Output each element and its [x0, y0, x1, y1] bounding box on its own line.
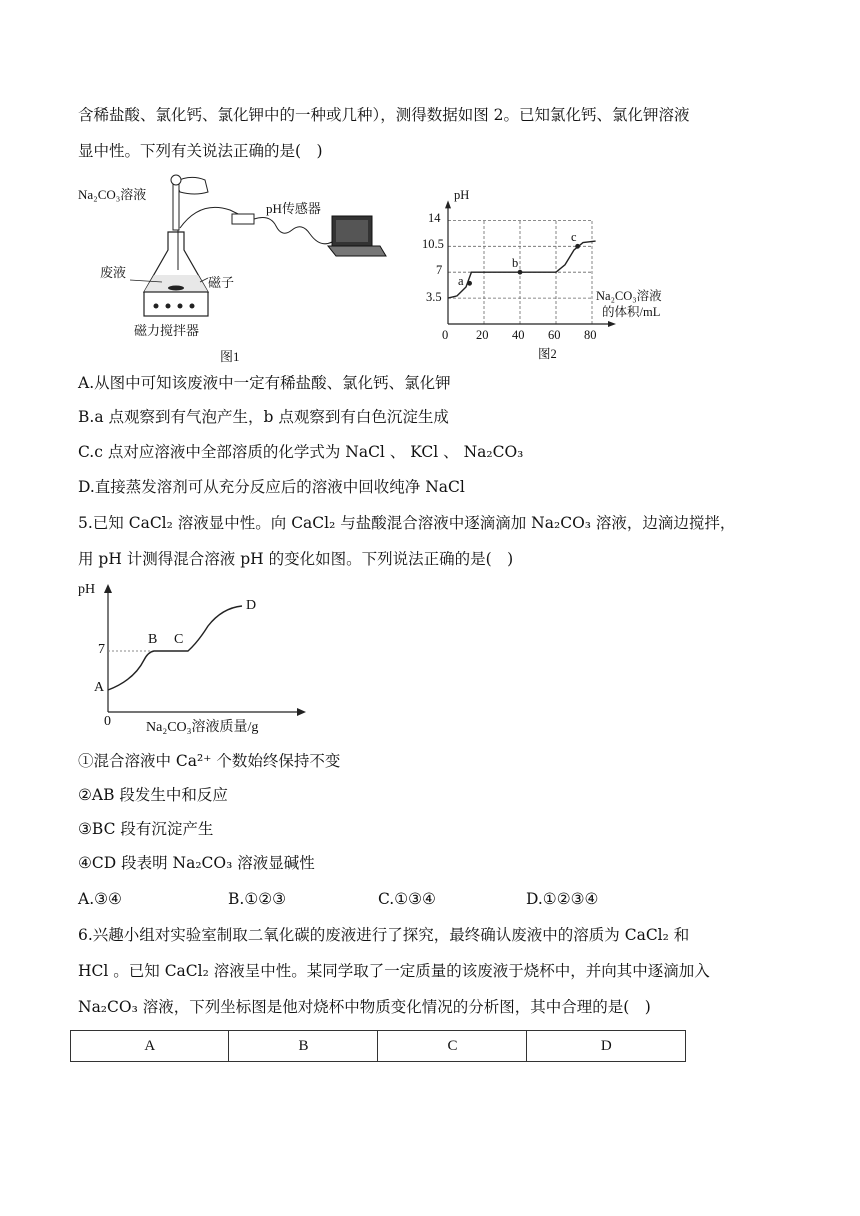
- q5-statement-3: ③BC 段有沉淀产生: [78, 820, 214, 838]
- q4-option-b: B.a 点观察到有气泡产生，b 点观察到有白色沉淀生成: [78, 408, 449, 426]
- ytick-7: 7: [436, 263, 443, 277]
- xtick-40: 40: [512, 328, 525, 342]
- waste-label: 废液: [100, 265, 127, 280]
- y-axis-arrow: [445, 200, 451, 208]
- ytick-14: 14: [428, 211, 441, 225]
- q6-stem-1: 6.兴趣小组对实验室制取二氧化碳的废液进行了探究，最终确认废液中的溶质为 CaCl₂ 和: [78, 926, 690, 944]
- q5-point-d: D: [246, 598, 257, 613]
- point-b-label: b: [512, 256, 519, 270]
- figure-1-caption: 图1: [220, 349, 240, 364]
- q5-curve: [108, 606, 242, 690]
- q5-y7: 7: [98, 642, 105, 657]
- q6-stem-3: Na₂CO₃ 溶液，下列坐标图是他对烧杯中物质变化情况的分析图，其中合理的是( ): [78, 998, 651, 1016]
- table-header-a: A: [71, 1031, 229, 1062]
- q5-point-b: B: [148, 632, 158, 647]
- figure-1: [70, 170, 390, 370]
- q5-choice-c: C.①③④: [378, 890, 436, 908]
- figure-2-caption: 图2: [538, 347, 557, 361]
- table-row: [71, 1031, 686, 1062]
- q5-statement-1: ①混合溶液中 Ca²⁺ 个数始终保持不变: [78, 752, 341, 770]
- q5-statement-4: ④CD 段表明 Na₂CO₃ 溶液显碱性: [78, 854, 315, 872]
- chart2-ylabel: pH: [454, 188, 470, 202]
- x-axis-arrow: [608, 321, 616, 327]
- reagent-label: Na₂CO₃溶液: [78, 187, 147, 202]
- q5-choice-d: D.①②③④: [526, 890, 599, 908]
- table-header-b: B: [229, 1031, 378, 1062]
- q4-option-d: D.直接蒸发溶剂可从充分反应后的溶液中回收纯净 NaCl: [78, 478, 465, 496]
- q5-graph: [74, 580, 314, 740]
- point-b: [518, 270, 523, 275]
- q4-option-c: C.c 点对应溶液中全部溶质的化学式为 NaCl 、 KCl 、 Na₂CO₃: [78, 443, 524, 461]
- ytick-3-5: 3.5: [426, 290, 442, 304]
- chart2-xlabel-1: Na₂CO₃溶液: [596, 289, 662, 303]
- q5-point-c: C: [174, 632, 184, 647]
- q5-stem-1: 5.已知 CaCl₂ 溶液显中性。向 CaCl₂ 与盐酸混合溶液中逐滴滴加 Na₂CO₃ 溶液，边滴边搅拌，: [78, 514, 736, 532]
- stirrer-label: 磁力搅拌器: [134, 323, 200, 338]
- q5-y-arrow: [104, 584, 112, 593]
- q5-ylabel: pH: [78, 582, 96, 597]
- xtick-80: 80: [584, 328, 597, 342]
- sensor-label: pH传感器: [266, 201, 321, 216]
- table-header-c: C: [378, 1031, 527, 1062]
- point-a-label: a: [458, 274, 464, 288]
- intro-line-1: 含稀盐酸、氯化钙、氯化钾中的一种或几种），测得数据如图 2。已知氯化钙、氯化钾溶液: [78, 106, 690, 124]
- q6-options-table: [70, 1030, 686, 1062]
- figure-2-chart: [418, 186, 698, 366]
- xtick-20: 20: [476, 328, 489, 342]
- point-c-label: c: [571, 230, 577, 244]
- q5-x-arrow: [297, 708, 306, 716]
- q6-stem-2: HCl 。已知 CaCl₂ 溶液呈中性。某同学取了一定质量的该废液于烧杯中，并向其中逐滴加入: [78, 962, 710, 980]
- xtick-60: 60: [548, 328, 561, 342]
- q5-statement-2: ②AB 段发生中和反应: [78, 786, 228, 804]
- point-a: [467, 281, 472, 286]
- chart2-xlabel-2: 的体积/mL: [602, 305, 661, 319]
- q5-xlabel: Na₂CO₃溶液质量/g: [146, 720, 259, 735]
- q5-origin: 0: [104, 714, 111, 729]
- ph-curve: [448, 241, 596, 298]
- q4-option-a: A.从图中可知该废液中一定有稀盐酸、氯化钙、氯化钾: [78, 374, 451, 392]
- magnet-label: 磁子: [208, 275, 235, 290]
- q5-point-a: A: [94, 680, 105, 695]
- xtick-0: 0: [442, 328, 449, 342]
- table-header-d: D: [527, 1031, 686, 1062]
- q5-choice-a: A.③④: [78, 890, 122, 908]
- q5-choice-b: B.①②③: [228, 890, 287, 908]
- ytick-10-5: 10.5: [422, 237, 444, 251]
- intro-line-2: 显中性。下列有关说法正确的是( ): [78, 142, 323, 160]
- q5-stem-2: 用 pH 计测得混合溶液 pH 的变化如图。下列说法正确的是( ): [78, 550, 514, 568]
